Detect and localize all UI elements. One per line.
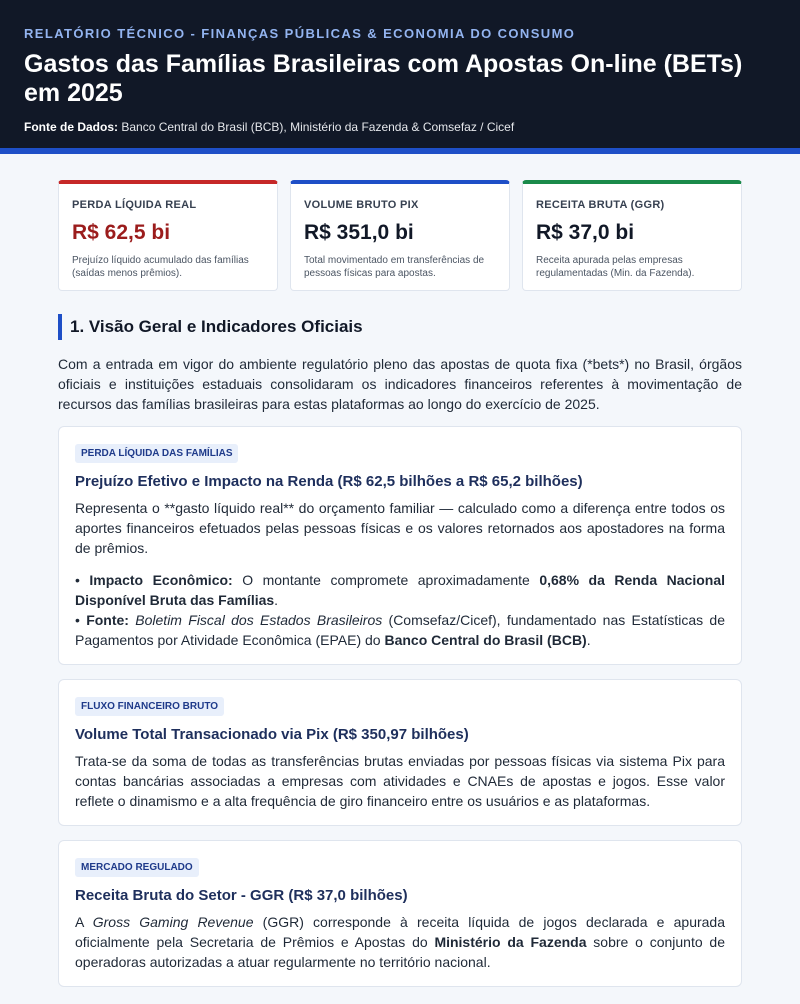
kpi-description: Prejuízo líquido acumulado das famílias (saídas menos prêmios).	[72, 255, 249, 279]
bullet-label: Fonte:	[86, 612, 129, 628]
para-text: (GGR) corresponde à receita líquida de jogos declarada e apurada oficialmente pela Secretaria de Prêmios e Apostas do	[75, 914, 725, 950]
section-intro: Com a entrada em vigor do ambiente regulatório pleno das apostas de quota fixa (*bets*) no Brasil, órgãos oficiais e instituições estaduais consolidaram os indicadores financeiros referentes à movimentação de recursos das famílias brasileiras para estas plataformas ao longo do exercício de 2025.	[58, 356, 742, 412]
info-block-pix	[58, 679, 742, 826]
bullet-text: O montante compromete aproximadamente	[232, 572, 540, 588]
data-source-label: Fonte de Dados:	[24, 120, 119, 134]
data-source-text: Banco Central do Brasil (BCB), Ministério da Fazenda & Comsefaz / Cicef	[118, 120, 515, 134]
bullet-emphasis: Boletim Fiscal dos Estados Brasileiros	[135, 612, 383, 628]
block-paragraph: Trata-se da soma de todas as transferências brutas enviadas por pessoas físicas via sistema Pix para contas bancárias associadas a empresas com atividades e CNAEs de apostas e jogos. Esse valor reflete o dinamismo e a alta frequência de giro financeiro entre os usuários e as plataformas.	[75, 753, 725, 809]
kpi-value: R$ 62,5 bi	[72, 221, 171, 244]
block-paragraph	[75, 912, 725, 972]
para-emphasis: Gross Gaming Revenue	[92, 914, 254, 930]
kpi-cards	[58, 180, 742, 291]
bullet-highlight: Banco Central do Brasil (BCB)	[384, 632, 587, 648]
bullet-label: Impacto Econômico:	[89, 572, 233, 588]
section-title: 1. Visão Geral e Indicadores Oficiais	[58, 314, 742, 340]
block-title: Receita Bruta do Setor - GGR (R$ 37,0 bilhões)	[75, 887, 408, 904]
info-block-net-loss	[58, 426, 742, 665]
bullet-highlight: 0,68% da Renda Nacional Disponível Bruta das Famílias	[75, 572, 725, 608]
report-title: Gastos das Famílias Brasileiras com Apostas On-line (BETs) em 2025	[24, 50, 743, 107]
data-source	[24, 120, 776, 134]
block-tag: MERCADO REGULADO	[75, 858, 199, 877]
para-highlight: Ministério da Fazenda	[434, 934, 587, 950]
kpi-description: Receita apurada pelas empresas regulamentadas (Min. da Fazenda).	[536, 255, 695, 279]
block-paragraph: Representa o **gasto líquido real** do orçamento familiar — calculado como a diferença entre todos os aportes financeiros efetuados pelas pessoas físicas e os valores retornados aos apostadores na forma de prêmios.	[75, 500, 725, 556]
report-eyebrow: RELATÓRIO TÉCNICO - FINANÇAS PÚBLICAS & ECONOMIA DO CONSUMO	[24, 26, 576, 41]
kpi-card-pix-volume	[290, 180, 510, 291]
block-title: Volume Total Transacionado via Pix (R$ 350,97 bilhões)	[75, 726, 469, 743]
block-title: Prejuízo Efetivo e Impacto na Renda (R$ 62,5 bilhões a R$ 65,2 bilhões)	[75, 473, 583, 490]
kpi-label: PERDA LÍQUIDA REAL	[72, 199, 197, 211]
bullet-text: (Comsefaz/Cicef), fundamentado nas Estatísticas de Pagamentos por Atividade Econômica (EPAE) do	[75, 612, 725, 648]
bullet-source: • Fonte: Boletim Fiscal dos Estados Brasileiros (Comsefaz/Cicef), fundamentado nas Estatísticas de Pagamentos por Atividade Econômica (EPAE) do Banco Central do Brasil (BCB).	[75, 612, 725, 648]
bullet-economic-impact: • Impacto Econômico: O montante compromete aproximadamente 0,68% da Renda Nacional Disponível Bruta das Famílias.	[75, 572, 725, 608]
block-tag: FLUXO FINANCEIRO BRUTO	[75, 697, 224, 716]
para-text: sobre o conjunto de operadoras autorizadas a atuar regularmente no território nacional.	[75, 934, 725, 970]
kpi-value: R$ 37,0 bi	[536, 221, 635, 244]
info-block-ggr	[58, 840, 742, 987]
kpi-card-ggr	[522, 180, 742, 291]
para-text: A	[75, 914, 93, 930]
kpi-label: VOLUME BRUTO PIX	[304, 199, 419, 211]
report-header	[0, 0, 800, 154]
kpi-label: RECEITA BRUTA (GGR)	[536, 199, 665, 211]
block-tag: PERDA LÍQUIDA DAS FAMÍLIAS	[75, 444, 238, 463]
bullet-end: .	[586, 632, 591, 648]
kpi-value: R$ 351,0 bi	[304, 221, 414, 244]
kpi-description: Total movimentado em transferências de pessoas físicas para apostas.	[304, 255, 485, 279]
bullet-end: .	[274, 592, 279, 608]
kpi-card-net-loss	[58, 180, 278, 291]
